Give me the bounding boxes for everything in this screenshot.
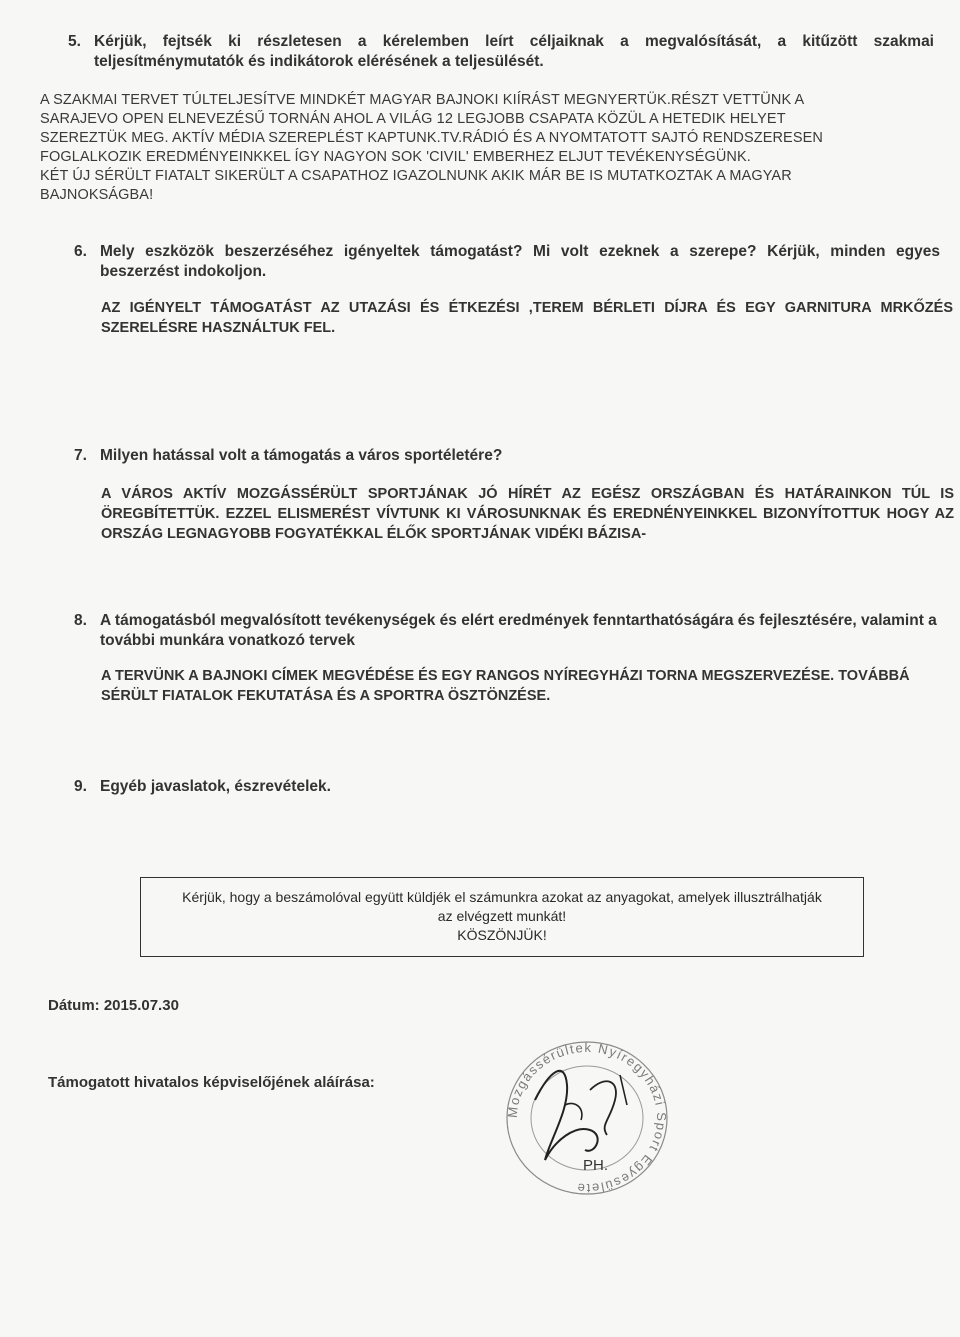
answer-line: FOGLALKOZIK EREDMÉNYEINKKEL ÍGY NAGYON SOK 'CIVIL' EMBERHEZ ELJUT TEVÉKENYSÉGÜNK.: [40, 149, 751, 165]
answer-line: SZEREZTÜK MEG. AKTÍV MÉDIA SZEREPLÉST KAPTUNK.TV.RÁDIÓ ÉS A NYOMTATOTT SAJTÓ RENDSZERESEN: [40, 130, 823, 146]
answer-6: AZ IGÉNYELT TÁMOGATÁST AZ UTAZÁSI ÉS ÉTKEZÉSI ,TEREM BÉRLETI DÍJRA ÉS EGY GARNITURA MRKŐZÉS SZERELÉSRE HASZNÁLTUK FEL.: [101, 300, 953, 336]
answer-line: BAJNOKSÁGBA!: [40, 187, 154, 203]
signature-label: Támogatott hivatalos képviselőjének aláírása:: [48, 1074, 375, 1091]
question-7: [74, 446, 944, 466]
answer-line: KÉT ÚJ SÉRÜLT FIATALT SIKERÜLT A CSAPATHOZ IGAZOLNUNK AKIK MÁR BE IS MUTATKOZTAK A MAGYAR: [40, 168, 792, 184]
question-number: 6.: [74, 243, 87, 260]
question-8: [74, 611, 954, 651]
question-text: A támogatásból megvalósított tevékenységek és elért eredmények fenntarthatóságára és fejlesztésére, valamint a további munkára vonatkozó tervek: [100, 612, 937, 649]
question-5: [68, 32, 948, 72]
signature-stroke: [590, 1081, 616, 1135]
answer-line: A SZAKMAI TERVET TÚLTELJESÍTVE MINDKÉT MAGYAR BAJNOKI KIÍRÁST MEGNYERTÜK.RÉSZT VETTÜNK A: [40, 92, 805, 108]
notice-line: az elvégzett munkát!: [437, 908, 567, 924]
answer-5: [40, 91, 945, 205]
question-text: Mely eszközök beszerzéséhez igényeltek támogatást? Mi volt ezeknek a szerepe? Kérjük, minden egyes beszerzést indokoljon.: [100, 243, 940, 280]
question-text: Kérjük, fejtsék ki részletesen a kérelemben leírt céljaiknak a megvalósítását, a kitűzött szakmai teljesítménymutatók és indikátorok elérésének a teljesülését.: [94, 33, 934, 70]
stamp-ph-text: PH.: [583, 1157, 609, 1174]
official-stamp: [495, 1030, 680, 1205]
notice-line: Kérjük, hogy a beszámolóval együtt küldjék el számunkra azokat az anyagokat, amelyek illusztrálhatják: [182, 889, 822, 905]
notice-line: KÖSZÖNJÜK!: [457, 927, 547, 943]
answer-8: A TERVÜNK A BAJNOKI CÍMEK MEGVÉDÉSE ÉS EGY RANGOS NYÍREGYHÁZI TORNA MEGSZERVEZÉSE. TOVÁBBÁ SÉRÜLT FIATALOK FEKUTATÁSA ÉS A SPORTRA ÖSZTÖNZÉSE.: [101, 668, 910, 704]
question-text: Egyéb javaslatok, észrevételek.: [100, 778, 331, 795]
stamp-ring-text: Mozgássérültek Nyíregyházi Sport Egyesülete: [504, 1039, 670, 1197]
question-number: 7.: [74, 447, 87, 464]
signature-stroke: [535, 1071, 598, 1160]
answer-line: SARAJEVO OPEN ELNEVEZÉSŰ TORNÁN AHOL A VILÁG 12 LEGJOBB CSAPATA KÖZÜL A HETEDIK HELYET: [40, 111, 786, 127]
answer-7: A VÁROS AKTÍV MOZGÁSSÉRÜLT SPORTJÁNAK JÓ HÍRÉT AZ EGÉSZ ORSZÁGBAN ÉS HATÁRAINKON TÚL IS ÖREGBÍTETTÜK. EZZEL ELISMERÉST VÍVTUNK KI VÁROSUNKNAK ÉS EREDNÉNYEINKKEL BIZONYÍTOTTUK HOGY AZ ORSZÁG LEGNAGYOBB FOGYATÉKKAL ÉLŐK SPORTJÁNAK VIDÉKI BÁZISA-: [101, 486, 954, 542]
question-text: Milyen hatással volt a támogatás a város sportéletére?: [100, 447, 503, 464]
question-9: [74, 777, 574, 797]
notice-box: [140, 877, 864, 957]
question-number: 8.: [74, 612, 87, 629]
question-6: [74, 242, 950, 282]
question-number: 9.: [74, 778, 87, 795]
question-number: 5.: [68, 33, 81, 50]
signature-stroke: [565, 1075, 627, 1120]
date-label: Dátum: 2015.07.30: [48, 997, 179, 1014]
